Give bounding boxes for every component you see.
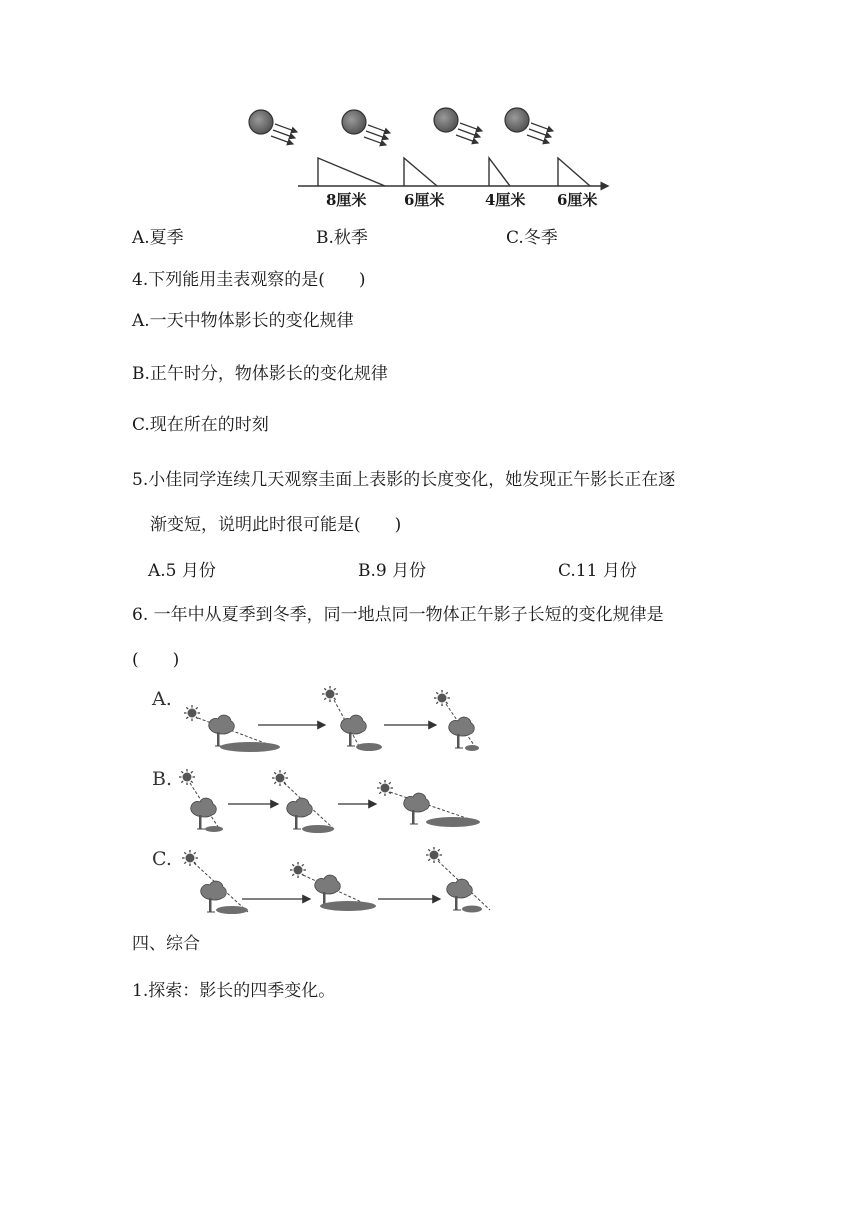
tree-icon xyxy=(449,717,475,748)
sun-icon xyxy=(184,705,200,721)
shadow-triangle xyxy=(558,158,590,186)
q4-option-a: A.一天中物体影长的变化规律 xyxy=(132,311,354,331)
q3-option-c: C.冬季 xyxy=(506,228,558,248)
shadow-shape xyxy=(462,906,482,913)
q5-option-b: B.9 月份 xyxy=(358,561,427,581)
q6-row-a xyxy=(184,686,479,752)
q5-stem-line2: 渐变短，说明此时很可能是( ) xyxy=(150,515,402,535)
tree-icon xyxy=(315,875,341,906)
tree-icon xyxy=(341,715,367,746)
tree-icon xyxy=(287,798,313,829)
tree-icon xyxy=(209,715,235,746)
q6-stem-line2: ( ) xyxy=(132,650,180,670)
q3-option-a: A.夏季 xyxy=(132,228,184,248)
q4-stem: 4.下列能用圭表观察的是( ) xyxy=(132,270,366,290)
tree-icon xyxy=(191,798,217,829)
shadow-length-label: 6厘米 xyxy=(404,191,445,209)
q6-row-c xyxy=(182,847,490,914)
sun-icon xyxy=(505,108,553,143)
shadow-shape xyxy=(320,901,376,911)
sun-icon xyxy=(249,110,297,144)
shadow-shape xyxy=(302,825,334,833)
shadow-triangle xyxy=(489,158,510,186)
shadow-length-label: 6厘米 xyxy=(557,191,598,209)
section-4-item-1: 1.探索：影长的四季变化。 xyxy=(132,981,336,1001)
shadow-shape xyxy=(465,745,479,751)
shadow-shape xyxy=(356,743,382,751)
q5-option-a: A.5 月份 xyxy=(148,561,216,581)
tree-icon xyxy=(404,793,430,824)
q6-option-label-c: C. xyxy=(152,848,172,870)
sun-icon xyxy=(377,780,393,796)
section-4-title: 四、综合 xyxy=(132,934,200,954)
tree-icon xyxy=(447,879,473,910)
q6-row-b xyxy=(179,769,480,833)
sun-icon xyxy=(322,686,338,702)
shadow-shape xyxy=(216,906,248,914)
shadow-length-label: 8厘米 xyxy=(326,191,367,209)
q3-option-b: B.秋季 xyxy=(316,228,368,248)
shadow-triangle xyxy=(318,158,385,186)
sun-icon xyxy=(272,770,288,786)
q4-option-b: B.正午时分，物体影长的变化规律 xyxy=(132,364,388,384)
q6-stem-line1: 6. 一年中从夏季到冬季，同一地点同一物体正午影子长短的变化规律是 xyxy=(132,605,664,625)
shadow-shape xyxy=(205,826,223,832)
q6-option-label-b: B. xyxy=(152,768,173,790)
sun-icon xyxy=(342,110,390,145)
q6-option-label-a: A. xyxy=(152,688,172,710)
q5-option-c: C.11 月份 xyxy=(558,561,637,581)
shadow-length-label: 4厘米 xyxy=(485,191,526,209)
sun-icon xyxy=(426,847,442,863)
shadow-shape xyxy=(220,742,280,752)
sun-icon xyxy=(434,690,450,706)
q6-tree-shadow-figure xyxy=(170,680,510,920)
q4-option-c: C.现在所在的时刻 xyxy=(132,415,269,435)
sun-icon xyxy=(434,108,482,143)
shadow-shape xyxy=(426,817,480,827)
sun-icon xyxy=(182,850,198,866)
sun-icon xyxy=(179,769,195,785)
shadow-triangle xyxy=(404,158,437,186)
q5-stem-line1: 5.小佳同学连续几天观察圭面上表影的长度变化，她发现正午影长正在逐 xyxy=(132,470,676,490)
